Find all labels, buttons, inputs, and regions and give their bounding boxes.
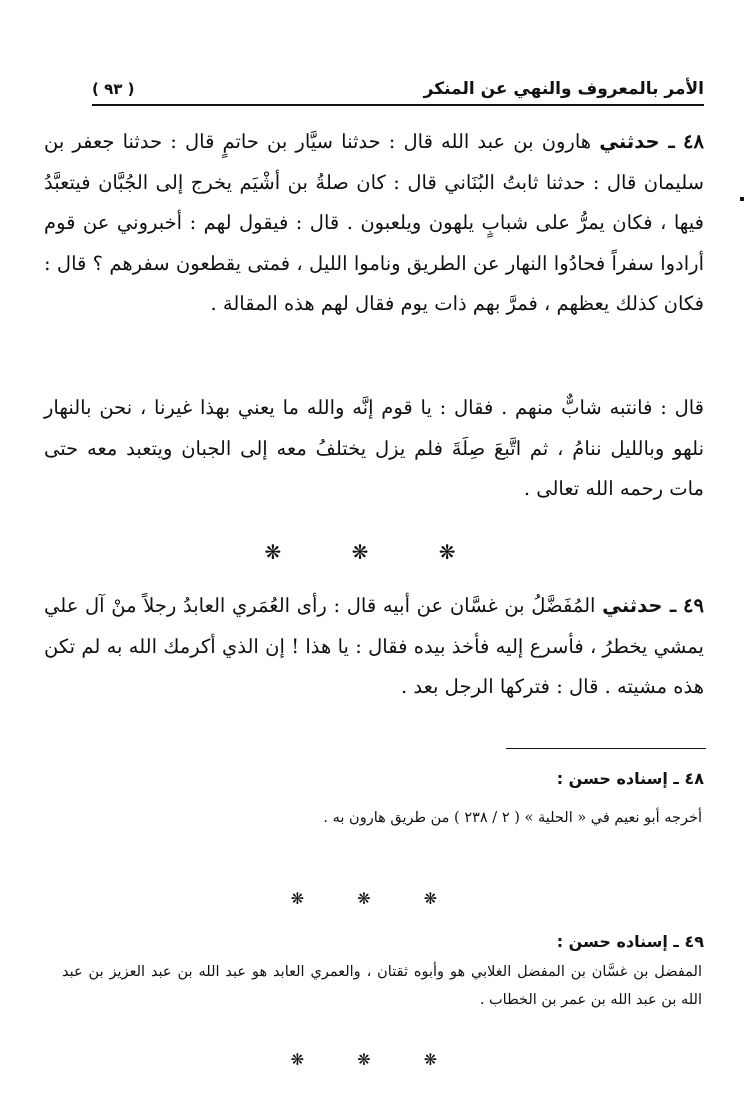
paragraph-text: هارون بن عبد الله قال : حدثنا سيَّار بن حاتمٍ قال : حدثنا جعفر بن سليمان قال : حدثنا ثابتُ البُنَاني قال : كان صلةُ بن أشْيَم يخرج إلى الجُبَّان فيتعبَّدُ فيها ، فكان يمرُّ على شبابٍ يلهون ويلعبون . قال : فيقول لهم : أخبروني عن قوم أرادوا سفراً فحادُوا النهار عن الطريق وناموا الليل ، فمتى يقطعون سفرهم ؟ قال : فكان كذلك يعظهم ، فمرَّ بهم ذات يوم فقال لهم هذه المقالة . — [44, 130, 704, 315]
footnote-48-text: أخرجه أبو نعيم في « الحلية » ( ٢ / ٢٣٨ ) من طريق هارون به . — [323, 810, 702, 826]
paragraph-49 — [44, 586, 704, 708]
footnote-49-text: المفضل بن غسَّان بن المفضل الغلابي هو وأبوه ثقتان ، والعمري العابد هو عبد الله بن عبد العزيز بن عبد الله بن عبد الله بن عمر بن الخطاب . — [62, 964, 702, 1008]
footnote-49-heading: ٤٩ ـ إسناده حسن : — [556, 932, 704, 951]
footnote-separator: ❋ ❋ ❋ — [290, 889, 462, 908]
footnote-separator-bottom: ❋ ❋ ❋ — [290, 1050, 462, 1069]
page-number: ( ٩٣ ) — [92, 80, 135, 98]
narration-keyword: ـ حدثني — [599, 130, 675, 153]
narration-keyword: ـ حدثني — [602, 594, 677, 617]
narration-number: ٤٨ — [683, 130, 704, 153]
running-head-title: الأمر بالمعروف والنهي عن المنكر — [423, 79, 704, 99]
header-rule — [92, 104, 704, 106]
section-separator: ❋ ❋ ❋ — [264, 540, 488, 564]
footnote-rule — [506, 748, 706, 749]
footnote-48-heading: ٤٨ ـ إسناده حسن : — [556, 769, 704, 788]
paragraph-48-continuation — [44, 388, 704, 510]
paragraph-text: المُفَضَّلُ بن غسَّان عن أبيه قال : رأى العُمَري العابدُ رجلاً منْ آل علي يمشي يخطرُ ، فأسرع إليه فأخذ بيده فقال : يا هذا ! إن الذي أكرمك الله به لم تكن هذه مشيته . قال : فتركها الرجل بعد . — [44, 594, 704, 698]
paragraph-text: قال : فانتبه شابٌّ منهم . فقال : يا قوم إنَّه والله ما يعني بهذا غيرنا ، نحن بالنهار نلهو وبالليل ننامُ ، ثم اتَّبعَ صِلَةَ فلم يزل يختلفُ معه إلى الجبان ويتعبد معه حتى مات رحمه الله تعالى . — [44, 396, 704, 500]
running-head — [92, 72, 704, 106]
scan-mark — [740, 197, 744, 201]
paragraph-48 — [44, 122, 704, 325]
narration-number: ٤٩ — [683, 594, 704, 617]
